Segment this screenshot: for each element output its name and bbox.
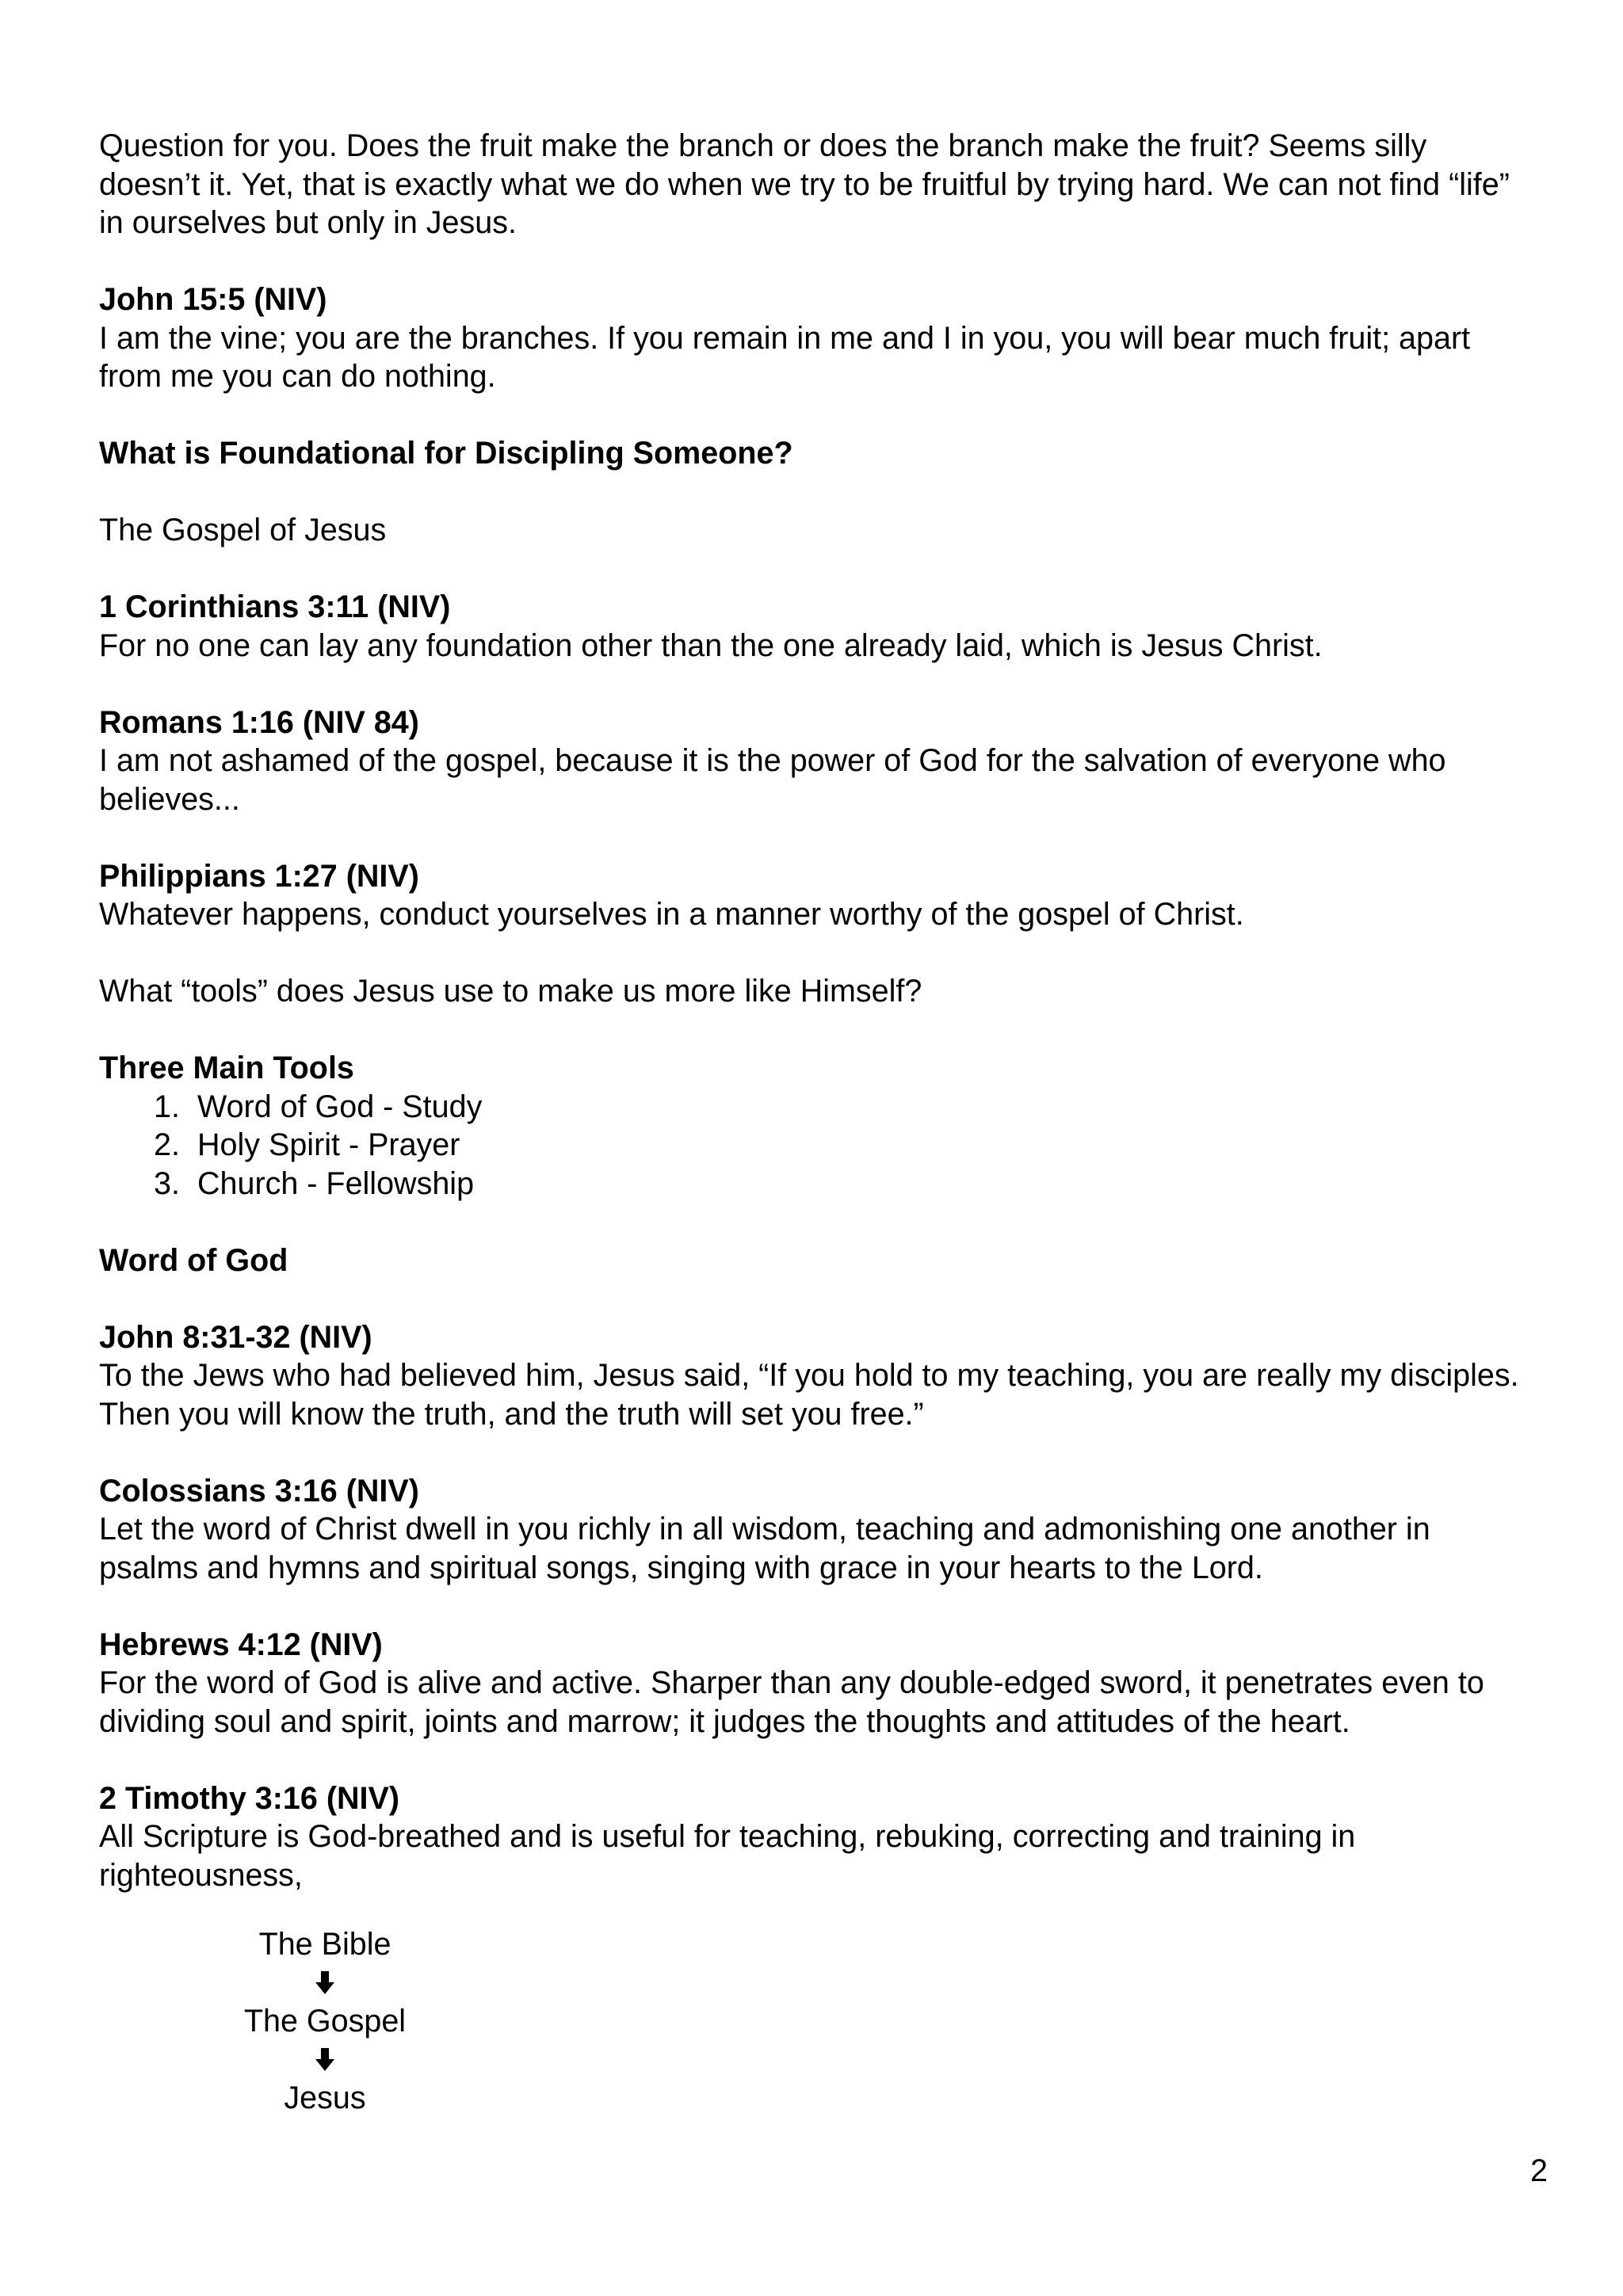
scripture-text: For no one can lay any foundation other than the one already laid, which is Jesus Christ. [99, 627, 1323, 663]
scripture-reference: John 15:5 (NIV) [99, 282, 327, 317]
list-item [99, 1165, 1526, 1203]
page-number: 2 [1530, 2153, 1548, 2188]
list-item [99, 1126, 1526, 1165]
down-arrow-icon [206, 1964, 444, 2003]
scripture-reference: Hebrews 4:12 (NIV) [99, 1627, 383, 1662]
scripture-text: Whatever happens, conduct yourselves in a manner worthy of the gospel of Christ. [99, 897, 1244, 932]
flow-step-bible: The Bible [258, 1927, 391, 1962]
scripture-text: I am the vine; you are the branches. If you remain in me and I in you, you will bear much fruit; apart from me you can do nothing. [99, 320, 1471, 394]
list-item [99, 1088, 1526, 1127]
list-item-label: Church - Fellowship [197, 1165, 475, 1201]
section-heading: Word of God [99, 1242, 288, 1278]
page-content [99, 127, 1526, 1894]
scripture-text: All Scripture is God-breathed and is useful for teaching, rebuking, correcting and training in righteousness, [99, 1819, 1356, 1893]
bible-gospel-jesus-flow [206, 1925, 444, 2118]
flow-step-jesus: Jesus [284, 2081, 366, 2115]
scripture-reference: 2 Timothy 3:16 (NIV) [99, 1780, 399, 1816]
list-item-number: 3. [154, 1165, 180, 1201]
scripture-reference: 1 Corinthians 3:11 (NIV) [99, 589, 451, 624]
flow-step-gospel: The Gospel [243, 2004, 407, 2039]
scripture-reference: Colossians 3:16 (NIV) [99, 1473, 419, 1508]
intro-paragraph: Question for you. Does the fruit make the branch or does the branch make the fruit? Seems silly doesn’t it. Yet, that is exactly what we do when we try to be fruitful by trying hard. We can not find “life” in ourselves but only in Jesus. [99, 128, 1510, 240]
section-heading: Three Main Tools [99, 1051, 354, 1085]
list-item-number: 1. [154, 1089, 180, 1124]
tools-list [99, 1088, 1526, 1203]
scripture-reference: John 8:31-32 (NIV) [99, 1319, 372, 1355]
section-heading: What is Foundational for Discipling Someone? [99, 436, 793, 471]
scripture-text: For the word of God is alive and active. Sharper than any double-edged sword, it penetrates even to dividing soul and spirit, joints and marrow; it judges the thoughts and attitudes of the heart. [99, 1665, 1484, 1739]
list-item-label: Holy Spirit - Prayer [197, 1127, 460, 1162]
scripture-text: Let the word of Christ dwell in you richly in all wisdom, teaching and admonishing one another in psalms and hymns and spiritual songs, singing with grace in your hearts to the Lord. [99, 1512, 1430, 1585]
down-arrow-icon [206, 2041, 444, 2080]
gospel-of-jesus-text: The Gospel of Jesus [99, 513, 387, 547]
scripture-text: I am not ashamed of the gospel, because it is the power of God for the salvation of everyone who believes... [99, 743, 1446, 817]
list-item-number: 2. [154, 1127, 180, 1162]
scripture-text: To the Jews who had believed him, Jesus said, “If you hold to my teaching, you are really my disciples. Then you will know the truth, and the truth will set you free.” [99, 1358, 1519, 1432]
tools-question: What “tools” does Jesus use to make us more like Himself? [99, 974, 922, 1009]
scripture-reference: Philippians 1:27 (NIV) [99, 858, 419, 894]
list-item-label: Word of God - Study [197, 1089, 483, 1124]
scripture-reference: Romans 1:16 (NIV 84) [99, 704, 419, 740]
